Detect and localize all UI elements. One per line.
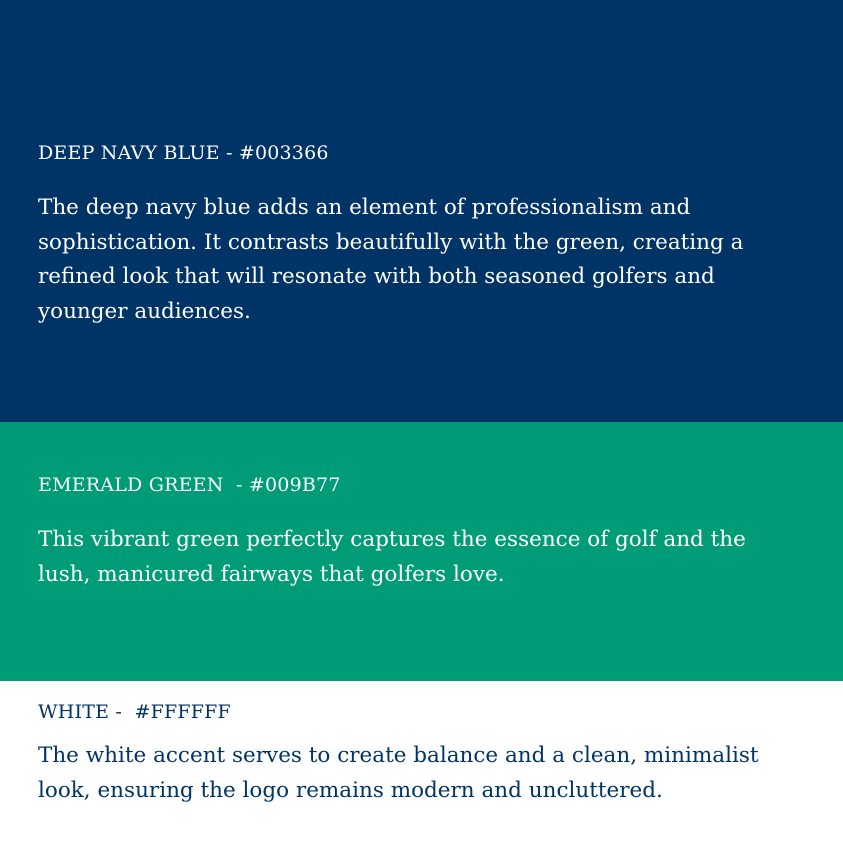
swatch-emerald-green (0, 422, 843, 681)
swatch-heading: WHITE - #FFFFFF (38, 701, 231, 723)
swatch-description: The deep navy blue adds an element of professionalism and sophistication. It contrasts beautifully with the green, creating a refined look that will resonate with both seasoned golfers and younger audiences. (38, 195, 744, 324)
swatch-heading: EMERALD GREEN - #009B77 (38, 474, 341, 496)
swatch-heading: DEEP NAVY BLUE - #003366 (38, 142, 329, 164)
swatch-description: The white accent serves to create balance and a clean, minimalist look, ensuring the logo remains modern and uncluttered. (38, 743, 759, 803)
swatch-white (0, 681, 843, 843)
swatch-description: This vibrant green perfectly captures the essence of golf and the lush, manicured fairways that golfers love. (38, 527, 746, 587)
